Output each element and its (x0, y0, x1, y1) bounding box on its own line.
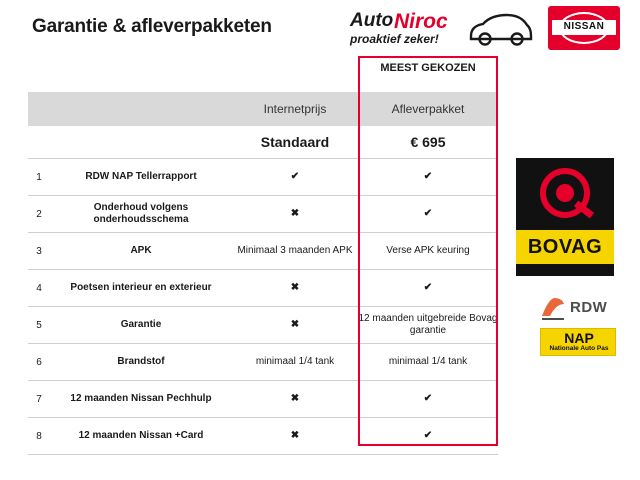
row-internetprijs-value: ✔ (232, 159, 358, 196)
row-feature: RDW NAP Tellerrapport (50, 159, 232, 196)
subheader-feature (50, 126, 232, 159)
rdw-logo (540, 296, 620, 322)
row-feature: Brandstof (50, 344, 232, 381)
row-internetprijs-value: ✖ (232, 270, 358, 307)
car-icon (465, 12, 533, 51)
subheader-afleverpakket: € 695 (358, 126, 498, 159)
table-row (28, 344, 498, 381)
row-internetprijs-value: Minimaal 3 maanden APK (232, 233, 358, 270)
row-afleverpakket-value: ✔ (358, 381, 498, 418)
nissan-label: NISSAN (563, 21, 605, 32)
autoniroc-word-niroc: Niroc (394, 10, 448, 33)
row-internetprijs-value: ✖ (232, 196, 358, 233)
most-chosen-label: MEEST GEKOZEN (380, 62, 476, 74)
row-internetprijs-value: ✖ (232, 307, 358, 344)
row-feature: 12 maanden Nissan +Card (50, 418, 232, 455)
autoniroc-word-auto: Auto (350, 10, 394, 31)
comparison-table (28, 92, 498, 455)
table-subheader-row (28, 126, 498, 159)
nap-logo (540, 328, 616, 356)
bovag-logo (516, 158, 614, 276)
table-row (28, 270, 498, 307)
rdw-mark-icon (540, 296, 566, 320)
row-afleverpakket-value: ✔ (358, 270, 498, 307)
row-feature: APK (50, 233, 232, 270)
rdw-label: RDW (570, 299, 608, 316)
autoniroc-tagline: proaktief zeker! (350, 32, 439, 46)
nap-sublabel: Nationale Auto Pas (549, 345, 609, 352)
row-feature: 12 maanden Nissan Pechhulp (50, 381, 232, 418)
autoniroc-logo (350, 10, 535, 50)
subheader-internetprijs: Standaard (232, 126, 358, 159)
row-number: 6 (28, 344, 50, 381)
table-row (28, 233, 498, 270)
nap-label: NAP (564, 330, 594, 346)
row-afleverpakket-value: 12 maanden uitgebreide Bovag garantie (358, 307, 498, 344)
row-number: 5 (28, 307, 50, 344)
row-number: 8 (28, 418, 50, 455)
row-number: 4 (28, 270, 50, 307)
comparison-table-wrapper (28, 92, 498, 455)
table-row (28, 307, 498, 344)
header-afleverpakket: Afleverpakket (358, 92, 498, 126)
row-internetprijs-value: minimaal 1/4 tank (232, 344, 358, 381)
bovag-dot-icon (556, 184, 574, 202)
row-feature: Onderhoud volgens onderhoudsschema (50, 196, 232, 233)
row-number: 3 (28, 233, 50, 270)
header-internetprijs: Internetprijs (232, 92, 358, 126)
row-afleverpakket-value: minimaal 1/4 tank (358, 344, 498, 381)
row-number: 1 (28, 159, 50, 196)
row-internetprijs-value: ✖ (232, 418, 358, 455)
table-row (28, 196, 498, 233)
header-num (28, 92, 50, 126)
page-header (0, 0, 640, 58)
row-feature: Garantie (50, 307, 232, 344)
table-header-row (28, 92, 498, 126)
row-number: 7 (28, 381, 50, 418)
page-title: Garantie & afleverpakketen (32, 16, 272, 37)
row-afleverpakket-value: ✔ (358, 196, 498, 233)
row-feature: Poetsen interieur en exterieur (50, 270, 232, 307)
row-afleverpakket-value: Verse APK keuring (358, 233, 498, 270)
table-row (28, 381, 498, 418)
row-internetprijs-value: ✖ (232, 381, 358, 418)
row-afleverpakket-value: ✔ (358, 418, 498, 455)
row-number: 2 (28, 196, 50, 233)
row-afleverpakket-value: ✔ (358, 159, 498, 196)
header-feature (50, 92, 232, 126)
bovag-label: BOVAG (527, 236, 603, 258)
table-row (28, 159, 498, 196)
table-row (28, 418, 498, 455)
subheader-num (28, 126, 50, 159)
nissan-logo (548, 6, 620, 50)
